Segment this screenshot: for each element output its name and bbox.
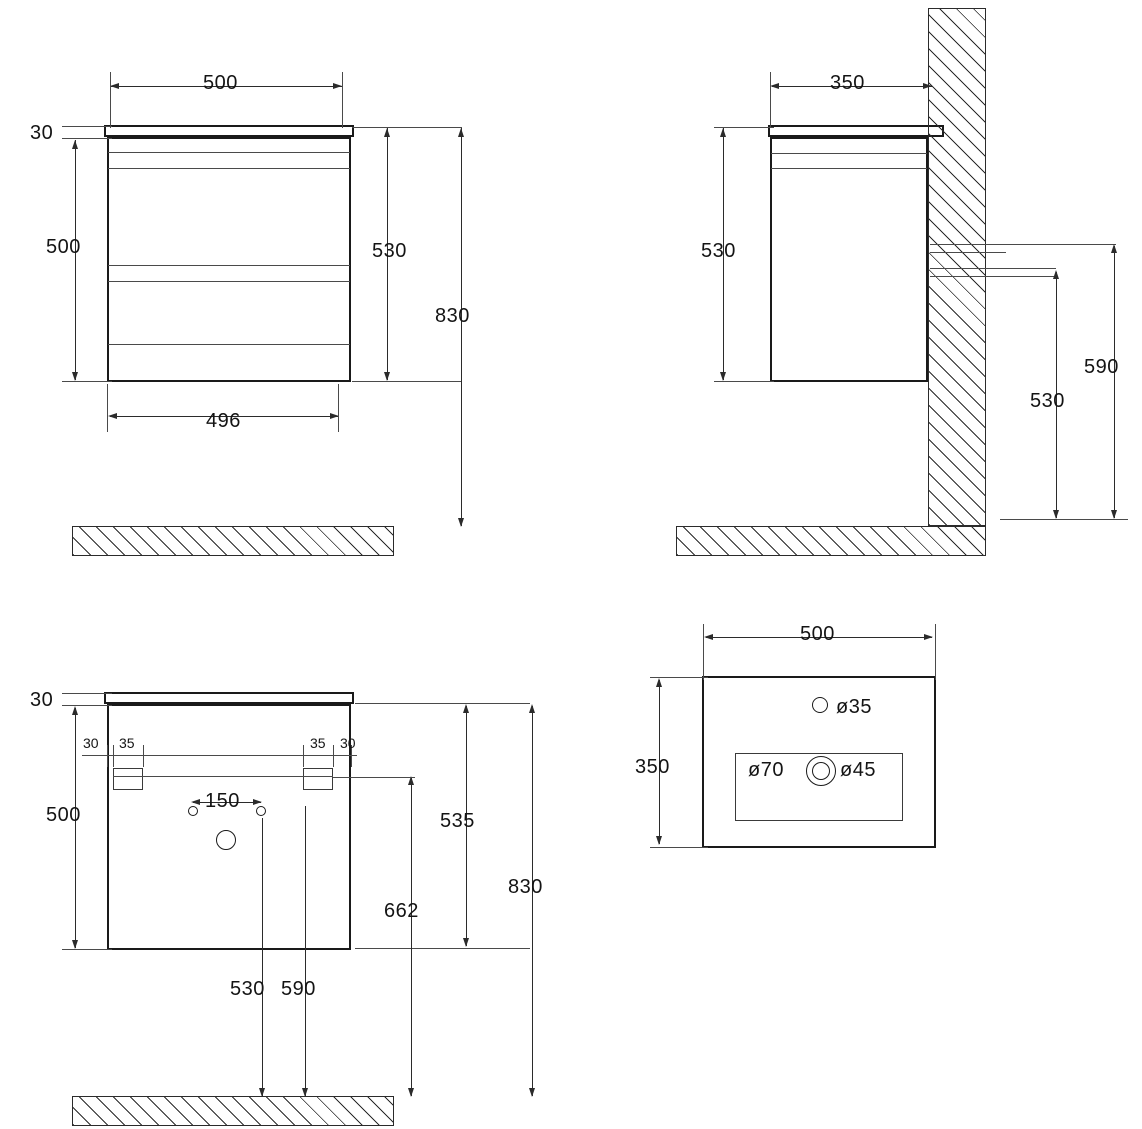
side-dim-530b-arrow-up: [1053, 270, 1059, 279]
side-wall-hatch: [928, 8, 986, 526]
front-ext-530-top: [352, 127, 462, 128]
side-dim-530-arrow-down: [720, 372, 726, 381]
front-dim-530-arrow-up: [384, 128, 390, 137]
side-dim-530-label: 530: [701, 240, 736, 262]
side-ext-530-top: [714, 127, 774, 128]
plan-ext-500-right: [935, 624, 936, 680]
rear-dim-500-arrow-up: [72, 706, 78, 715]
rear-ext-535-top: [355, 703, 530, 704]
rear-dim-30-right-label: 30: [340, 735, 356, 751]
front-drawer-line-4: [108, 281, 350, 282]
rear-floor-hatch: [72, 1096, 394, 1126]
plan-waste-inner-label: ø45: [840, 759, 876, 781]
front-dim-500v-arrow-up: [72, 140, 78, 149]
front-dim-500v-label: 500: [46, 236, 81, 258]
rear-dim-590-line: [305, 806, 306, 1096]
side-dim-590-label: 590: [1084, 356, 1119, 378]
rear-smalldim-line: [82, 755, 357, 756]
plan-dim-350-arrow-down: [656, 836, 662, 845]
side-dim-530b-arrow-down: [1053, 510, 1059, 519]
rear-ext-30-bot: [62, 705, 112, 706]
side-pipe-590-line: [930, 244, 1116, 245]
front-ext-500-right: [342, 72, 343, 128]
side-drawer-line-2: [771, 168, 927, 169]
rear-ext-30-top: [62, 693, 112, 694]
front-dim-30-label: 30: [30, 122, 54, 144]
front-drawer-line-3: [108, 265, 350, 266]
rear-dim-535-label: 535: [440, 810, 475, 832]
rear-dim-590-label: 590: [281, 978, 316, 1000]
front-dim-830-arrow-down: [458, 518, 464, 527]
side-top-slab: [768, 125, 944, 137]
rear-dim-500-label: 500: [46, 804, 81, 826]
front-drawer-line-5: [108, 344, 350, 345]
side-dim-350-arrow-right: [923, 83, 932, 89]
side-pipe-530-line: [930, 268, 1056, 269]
rear-dim-530-line: [262, 818, 263, 1096]
rear-dim-830-label: 830: [508, 876, 543, 898]
rear-smalldim-t2: [113, 745, 114, 767]
rear-ext-535-bottom: [355, 948, 530, 949]
plan-waste-inner: [812, 762, 830, 780]
rear-waste-hole: [216, 830, 236, 850]
rear-dim-662-line: [411, 778, 412, 1096]
side-pipe-590-line2: [930, 252, 1006, 253]
side-floor-hatch: [676, 526, 986, 556]
front-ext-530-bottom: [352, 381, 462, 382]
rear-ext-662-top: [333, 777, 415, 778]
front-dim-830-label: 830: [435, 305, 470, 327]
rear-dim-35-left-label: 35: [119, 735, 135, 751]
front-dim-500v-line: [75, 140, 76, 380]
front-ext-500v-bottom: [62, 381, 112, 382]
rear-ext-500-bottom: [62, 949, 112, 950]
rear-bracket-right-line: [303, 776, 333, 777]
rear-bracket-left: [113, 768, 143, 790]
rear-dim-30-left-label: 30: [83, 735, 99, 751]
side-drawer-line-1: [771, 153, 927, 154]
plan-dim-350-arrow-up: [656, 678, 662, 687]
front-dim-496-label: 496: [206, 410, 241, 432]
rear-dim-830-arrow-down: [529, 1088, 535, 1097]
rear-dim-30-label: 30: [30, 689, 54, 711]
rear-pipe-hole-left: [188, 806, 198, 816]
rear-dim-530-label: 530: [230, 978, 265, 1000]
front-dim-500-arrow-right: [333, 83, 342, 89]
front-dim-530-arrow-down: [384, 372, 390, 381]
plan-ext-500-left: [703, 624, 704, 680]
side-ext-530-bottom: [714, 381, 774, 382]
plan-ext-350-top: [650, 677, 708, 678]
front-cabinet-body: [107, 137, 351, 382]
rear-pipe-hole-right: [256, 806, 266, 816]
rear-bracket-left-line: [113, 776, 143, 777]
side-dim-590-line: [1114, 246, 1115, 518]
rear-dim-150-arrow-left: [191, 799, 200, 805]
rear-smalldim-t3: [143, 745, 144, 767]
front-dim-496-arrow-left: [108, 413, 117, 419]
rear-dim-535-arrow-down: [463, 938, 469, 947]
plan-ext-350-bottom: [650, 847, 708, 848]
rear-dim-535-arrow-up: [463, 704, 469, 713]
front-dim-830-arrow-up: [458, 128, 464, 137]
side-dim-350-arrow-left: [770, 83, 779, 89]
plan-dim-500-label: 500: [800, 623, 835, 645]
plan-dim-500-arrow-right: [924, 634, 933, 640]
plan-dim-350-label: 350: [635, 756, 670, 778]
rear-dim-662-arrow-down: [408, 1088, 414, 1097]
side-cabinet-body: [770, 137, 928, 382]
side-dim-350-label: 350: [830, 72, 865, 94]
front-ext-30-top: [62, 126, 112, 127]
plan-tap-hole: [812, 697, 828, 713]
rear-dim-500-arrow-down: [72, 940, 78, 949]
rear-dim-830-line: [532, 706, 533, 1096]
rear-dim-150-arrow-right: [253, 799, 262, 805]
front-drawer-line-2: [108, 168, 350, 169]
front-ext-496-right: [338, 384, 339, 432]
rear-dim-35-right-label: 35: [310, 735, 326, 751]
side-dim-530-arrow-up: [720, 128, 726, 137]
rear-smalldim-t1: [107, 745, 108, 767]
rear-dim-500-line: [75, 708, 76, 948]
plan-dim-500-arrow-left: [704, 634, 713, 640]
rear-bracket-connect: [143, 776, 303, 777]
rear-smalldim-t5: [333, 745, 334, 767]
front-dim-500-arrow-left: [110, 83, 119, 89]
side-dim-590-arrow-down: [1111, 510, 1117, 519]
plan-waste-outer-label: ø70: [748, 759, 784, 781]
side-dim-530b-label: 530: [1030, 390, 1065, 412]
front-ext-496-left: [107, 384, 108, 432]
front-ext-500-left: [110, 72, 111, 128]
rear-dim-662-label: 662: [384, 900, 419, 922]
front-dim-500-label: 500: [203, 72, 238, 94]
rear-top-slab: [104, 692, 354, 704]
front-dim-500v-arrow-down: [72, 372, 78, 381]
rear-bracket-right: [303, 768, 333, 790]
front-ext-30-bot: [62, 138, 112, 139]
front-drawer-line-1: [108, 152, 350, 153]
side-ext-590-bottom: [1000, 519, 1128, 520]
rear-dim-830-arrow-up: [529, 704, 535, 713]
side-ext-350-left: [770, 72, 771, 128]
front-top-slab: [104, 125, 354, 137]
rear-smalldim-t4: [303, 745, 304, 767]
rear-dim-150-label: 150: [205, 790, 240, 812]
front-floor-hatch: [72, 526, 394, 556]
front-dim-530-label: 530: [372, 240, 407, 262]
side-pipe-530-line2: [930, 276, 1056, 277]
plan-tap-hole-label: ø35: [836, 696, 872, 718]
side-dim-590-arrow-up: [1111, 244, 1117, 253]
